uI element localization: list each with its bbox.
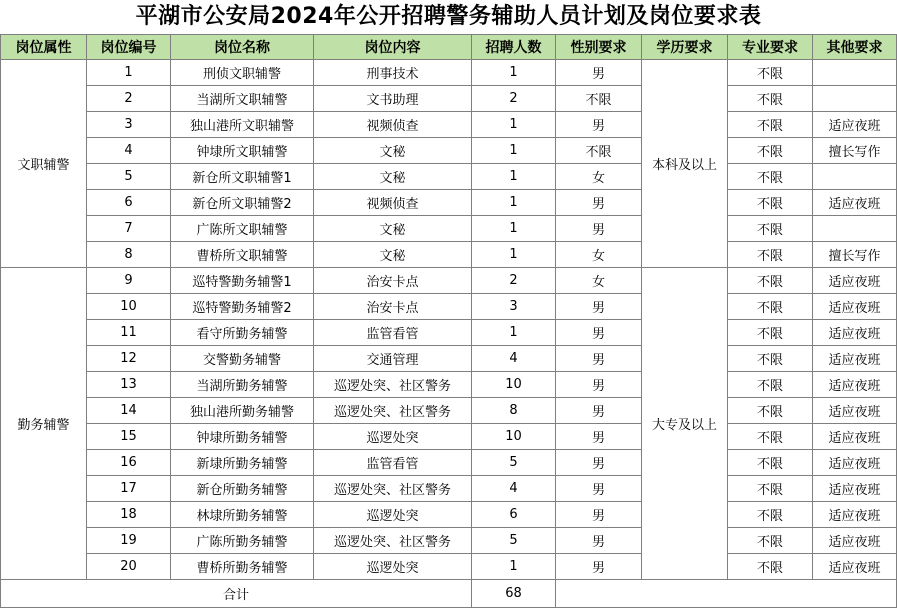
recruit-count: 2 xyxy=(472,268,556,294)
header-cell: 性别要求 xyxy=(556,35,642,60)
major-requirement: 不限 xyxy=(728,528,813,554)
position-name: 广陈所勤务辅警 xyxy=(171,528,314,554)
position-content: 文秘 xyxy=(314,138,472,164)
position-content: 巡逻处突、社区警务 xyxy=(314,476,472,502)
row-number: 3 xyxy=(87,112,171,138)
row-number: 10 xyxy=(87,294,171,320)
header-cell: 招聘人数 xyxy=(472,35,556,60)
major-requirement: 不限 xyxy=(728,398,813,424)
header-cell: 岗位名称 xyxy=(171,35,314,60)
recruit-count: 1 xyxy=(472,60,556,86)
gender-requirement: 男 xyxy=(556,554,642,580)
other-requirement xyxy=(813,86,897,112)
row-number: 20 xyxy=(87,554,171,580)
major-requirement: 不限 xyxy=(728,216,813,242)
other-requirement: 擅长写作 xyxy=(813,242,897,268)
table-row xyxy=(1,294,897,320)
position-name: 新仓所勤务辅警 xyxy=(171,476,314,502)
position-name: 当湖所文职辅警 xyxy=(171,86,314,112)
total-row xyxy=(1,580,897,608)
row-number: 5 xyxy=(87,164,171,190)
major-requirement: 不限 xyxy=(728,60,813,86)
table-row xyxy=(1,242,897,268)
header-cell: 其他要求 xyxy=(813,35,897,60)
position-name: 曹桥所文职辅警 xyxy=(171,242,314,268)
row-number: 11 xyxy=(87,320,171,346)
major-requirement: 不限 xyxy=(728,242,813,268)
position-name: 交警勤务辅警 xyxy=(171,346,314,372)
recruit-count: 3 xyxy=(472,294,556,320)
position-content: 刑事技术 xyxy=(314,60,472,86)
position-name: 钟埭所文职辅警 xyxy=(171,138,314,164)
table-row xyxy=(1,372,897,398)
major-requirement: 不限 xyxy=(728,164,813,190)
position-name: 新埭所勤务辅警 xyxy=(171,450,314,476)
row-number: 2 xyxy=(87,86,171,112)
category-cell: 勤务辅警 xyxy=(1,268,87,580)
other-requirement: 适应夜班 xyxy=(813,554,897,580)
position-content: 巡逻处突 xyxy=(314,502,472,528)
row-number: 19 xyxy=(87,528,171,554)
position-content: 视频侦查 xyxy=(314,190,472,216)
gender-requirement: 男 xyxy=(556,528,642,554)
recruitment-table xyxy=(0,34,897,608)
position-content: 文秘 xyxy=(314,216,472,242)
gender-requirement: 男 xyxy=(556,476,642,502)
table-row xyxy=(1,216,897,242)
position-name: 看守所勤务辅警 xyxy=(171,320,314,346)
other-requirement xyxy=(813,164,897,190)
recruit-count: 1 xyxy=(472,164,556,190)
position-name: 新仓所文职辅警2 xyxy=(171,190,314,216)
gender-requirement: 男 xyxy=(556,450,642,476)
major-requirement: 不限 xyxy=(728,346,813,372)
position-name: 当湖所勤务辅警 xyxy=(171,372,314,398)
position-content: 文书助理 xyxy=(314,86,472,112)
position-name: 林埭所勤务辅警 xyxy=(171,502,314,528)
recruit-count: 5 xyxy=(472,528,556,554)
other-requirement: 适应夜班 xyxy=(813,450,897,476)
position-content: 巡逻处突、社区警务 xyxy=(314,398,472,424)
other-requirement: 适应夜班 xyxy=(813,502,897,528)
education-requirement: 本科及以上 xyxy=(642,60,728,268)
row-number: 1 xyxy=(87,60,171,86)
education-requirement: 大专及以上 xyxy=(642,268,728,580)
other-requirement: 适应夜班 xyxy=(813,346,897,372)
recruit-count: 5 xyxy=(472,450,556,476)
major-requirement: 不限 xyxy=(728,86,813,112)
row-number: 7 xyxy=(87,216,171,242)
position-content: 治安卡点 xyxy=(314,294,472,320)
major-requirement: 不限 xyxy=(728,138,813,164)
position-content: 巡逻处突 xyxy=(314,554,472,580)
recruit-count: 6 xyxy=(472,502,556,528)
header-cell: 学历要求 xyxy=(642,35,728,60)
position-name: 独山港所文职辅警 xyxy=(171,112,314,138)
gender-requirement: 男 xyxy=(556,346,642,372)
position-content: 巡逻处突 xyxy=(314,424,472,450)
recruit-count: 1 xyxy=(472,242,556,268)
table-row xyxy=(1,268,897,294)
other-requirement: 擅长写作 xyxy=(813,138,897,164)
position-content: 巡逻处突、社区警务 xyxy=(314,528,472,554)
table-row xyxy=(1,424,897,450)
position-content: 监管看管 xyxy=(314,320,472,346)
other-requirement: 适应夜班 xyxy=(813,320,897,346)
table-row xyxy=(1,554,897,580)
other-requirement: 适应夜班 xyxy=(813,294,897,320)
row-number: 18 xyxy=(87,502,171,528)
gender-requirement: 男 xyxy=(556,372,642,398)
major-requirement: 不限 xyxy=(728,476,813,502)
gender-requirement: 男 xyxy=(556,112,642,138)
other-requirement: 适应夜班 xyxy=(813,528,897,554)
row-number: 9 xyxy=(87,268,171,294)
position-name: 巡特警勤务辅警2 xyxy=(171,294,314,320)
recruit-count: 1 xyxy=(472,138,556,164)
table-row xyxy=(1,138,897,164)
total-empty xyxy=(556,580,897,608)
major-requirement: 不限 xyxy=(728,450,813,476)
major-requirement: 不限 xyxy=(728,112,813,138)
other-requirement: 适应夜班 xyxy=(813,268,897,294)
gender-requirement: 男 xyxy=(556,190,642,216)
table-row xyxy=(1,86,897,112)
recruit-count: 10 xyxy=(472,372,556,398)
major-requirement: 不限 xyxy=(728,554,813,580)
row-number: 6 xyxy=(87,190,171,216)
row-number: 16 xyxy=(87,450,171,476)
recruit-count: 1 xyxy=(472,190,556,216)
table-row xyxy=(1,190,897,216)
position-content: 交通管理 xyxy=(314,346,472,372)
gender-requirement: 不限 xyxy=(556,138,642,164)
recruit-count: 1 xyxy=(472,216,556,242)
major-requirement: 不限 xyxy=(728,190,813,216)
recruit-count: 2 xyxy=(472,86,556,112)
row-number: 8 xyxy=(87,242,171,268)
table-row xyxy=(1,164,897,190)
major-requirement: 不限 xyxy=(728,268,813,294)
recruit-count: 10 xyxy=(472,424,556,450)
gender-requirement: 男 xyxy=(556,320,642,346)
table-row xyxy=(1,528,897,554)
gender-requirement: 男 xyxy=(556,216,642,242)
recruit-count: 4 xyxy=(472,476,556,502)
recruit-count: 4 xyxy=(472,346,556,372)
recruit-count: 8 xyxy=(472,398,556,424)
other-requirement: 适应夜班 xyxy=(813,398,897,424)
position-content: 治安卡点 xyxy=(314,268,472,294)
position-content: 文秘 xyxy=(314,164,472,190)
table-row xyxy=(1,502,897,528)
position-name: 曹桥所勤务辅警 xyxy=(171,554,314,580)
total-label: 合计 xyxy=(1,580,472,608)
gender-requirement: 男 xyxy=(556,424,642,450)
other-requirement: 适应夜班 xyxy=(813,112,897,138)
table-row xyxy=(1,476,897,502)
gender-requirement: 男 xyxy=(556,294,642,320)
row-number: 4 xyxy=(87,138,171,164)
position-name: 钟埭所勤务辅警 xyxy=(171,424,314,450)
major-requirement: 不限 xyxy=(728,502,813,528)
position-name: 独山港所勤务辅警 xyxy=(171,398,314,424)
page-title: 平湖市公安局2024年公开招聘警务辅助人员计划及岗位要求表 xyxy=(135,4,762,29)
header-cell: 岗位属性 xyxy=(1,35,87,60)
header-row xyxy=(1,35,897,60)
gender-requirement: 男 xyxy=(556,398,642,424)
table-row xyxy=(1,346,897,372)
table-row xyxy=(1,112,897,138)
position-content: 视频侦查 xyxy=(314,112,472,138)
other-requirement: 适应夜班 xyxy=(813,190,897,216)
row-number: 14 xyxy=(87,398,171,424)
table-row xyxy=(1,60,897,86)
major-requirement: 不限 xyxy=(728,372,813,398)
other-requirement xyxy=(813,216,897,242)
row-number: 13 xyxy=(87,372,171,398)
other-requirement: 适应夜班 xyxy=(813,372,897,398)
major-requirement: 不限 xyxy=(728,320,813,346)
other-requirement: 适应夜班 xyxy=(813,476,897,502)
position-name: 巡特警勤务辅警1 xyxy=(171,268,314,294)
position-content: 巡逻处突、社区警务 xyxy=(314,372,472,398)
table-row xyxy=(1,450,897,476)
gender-requirement: 女 xyxy=(556,242,642,268)
header-cell: 岗位内容 xyxy=(314,35,472,60)
table-row xyxy=(1,398,897,424)
table-row xyxy=(1,320,897,346)
position-name: 广陈所文职辅警 xyxy=(171,216,314,242)
position-content: 文秘 xyxy=(314,242,472,268)
row-number: 15 xyxy=(87,424,171,450)
header-cell: 岗位编号 xyxy=(87,35,171,60)
table-body xyxy=(1,60,897,580)
recruit-count: 1 xyxy=(472,112,556,138)
other-requirement xyxy=(813,60,897,86)
gender-requirement: 不限 xyxy=(556,86,642,112)
gender-requirement: 男 xyxy=(556,60,642,86)
major-requirement: 不限 xyxy=(728,424,813,450)
gender-requirement: 女 xyxy=(556,268,642,294)
position-content: 监管看管 xyxy=(314,450,472,476)
header-cell: 专业要求 xyxy=(728,35,813,60)
row-number: 12 xyxy=(87,346,171,372)
gender-requirement: 男 xyxy=(556,502,642,528)
gender-requirement: 女 xyxy=(556,164,642,190)
recruit-count: 1 xyxy=(472,554,556,580)
category-cell: 文职辅警 xyxy=(1,60,87,268)
position-name: 新仓所文职辅警1 xyxy=(171,164,314,190)
other-requirement: 适应夜班 xyxy=(813,424,897,450)
major-requirement: 不限 xyxy=(728,294,813,320)
position-name: 刑侦文职辅警 xyxy=(171,60,314,86)
row-number: 17 xyxy=(87,476,171,502)
recruit-count: 1 xyxy=(472,320,556,346)
total-value: 68 xyxy=(472,580,556,608)
